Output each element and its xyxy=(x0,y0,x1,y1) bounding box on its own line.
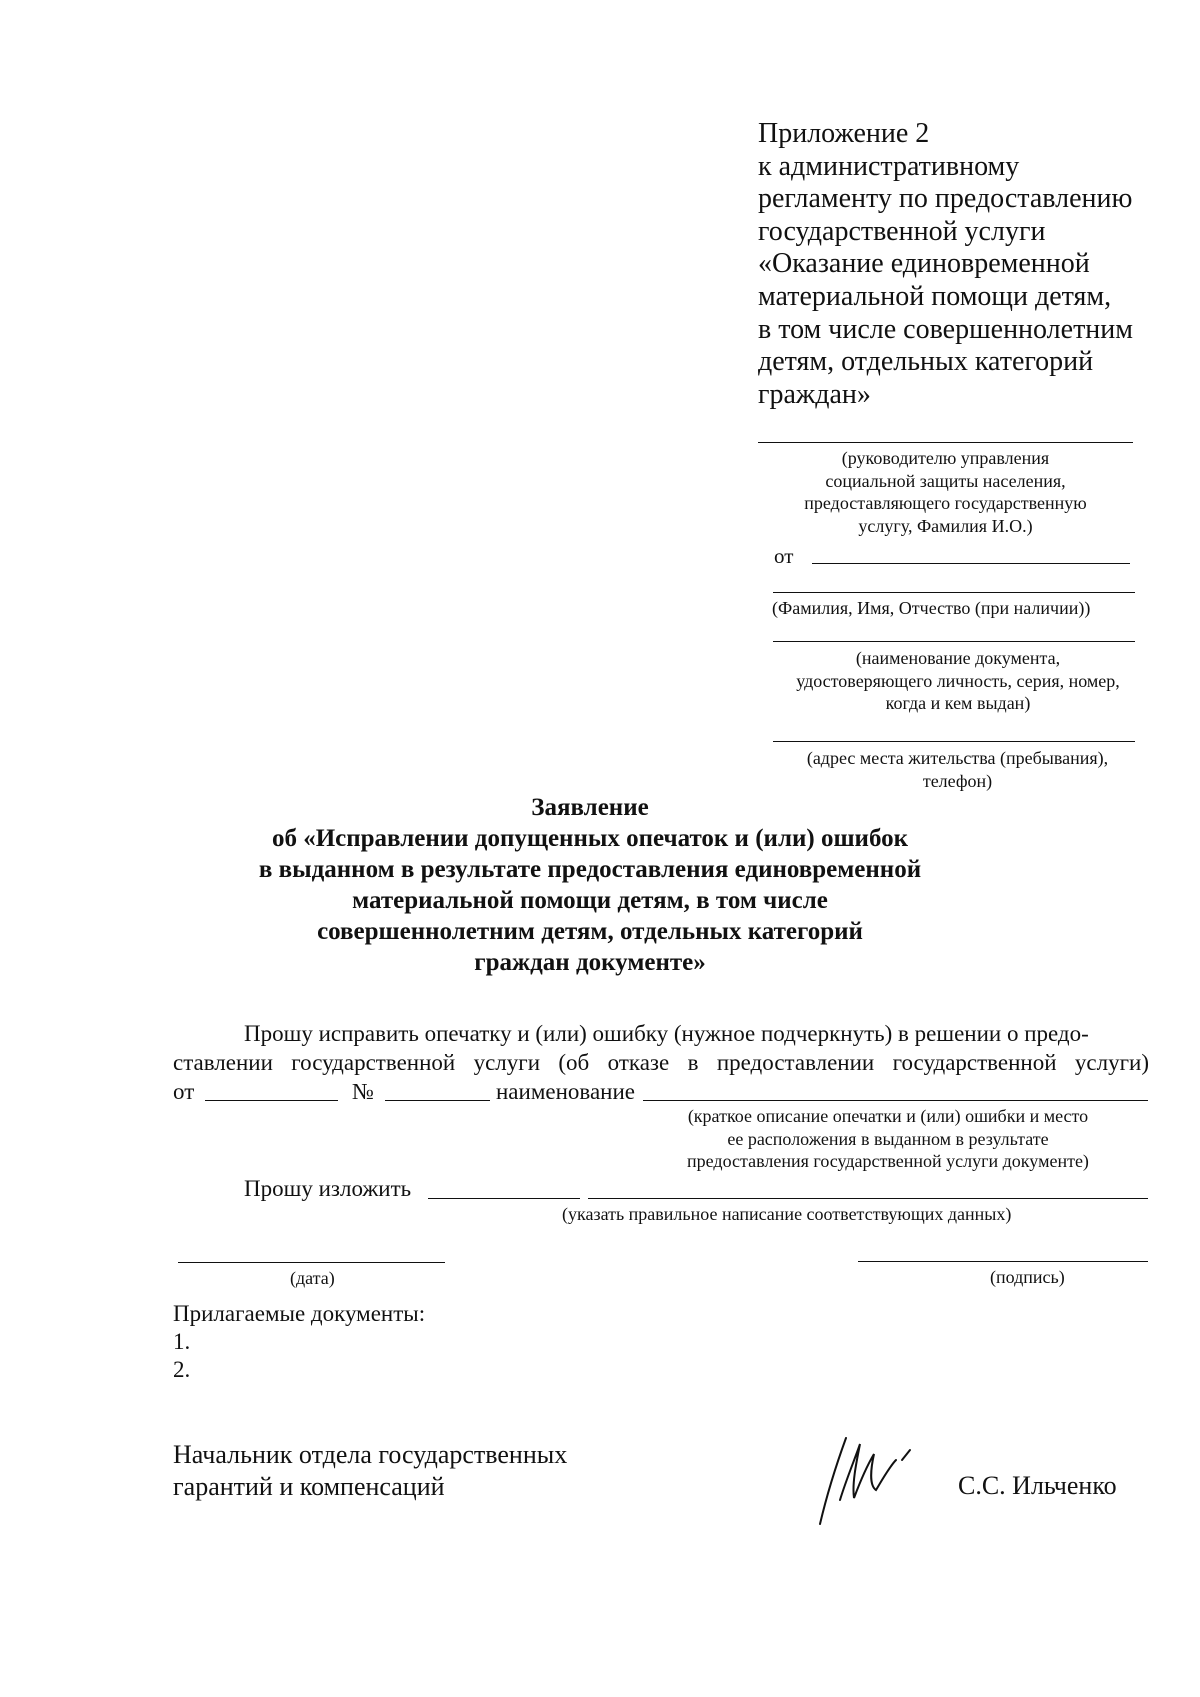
signer-position: Начальник отдела государственных гарантий и компенсаций xyxy=(173,1440,568,1501)
appendix-line: регламенту по предоставлению xyxy=(758,183,1133,215)
appendix-line: «Оказание единовременной xyxy=(758,248,1090,280)
title-line: об «Исправлении допущенных опечаток и (или) ошибок xyxy=(271,825,909,852)
appendix-line: Приложение 2 xyxy=(758,118,930,149)
error-caption: (краткое описание опечатки и (или) ошибки и место ее расположения в выданном в результате предоставления государственной услуги документе) xyxy=(687,1106,1089,1171)
handwritten-signature xyxy=(810,1420,930,1540)
document-title xyxy=(160,792,1020,978)
title-line: граждан документе» xyxy=(474,949,706,976)
appendix-line: в том числе совершеннолетним xyxy=(758,313,1133,345)
title-line: совершеннолетним детям, отдельных категорий xyxy=(317,918,863,945)
fio-caption: (Фамилия, Имя, Отчество (при наличии)) xyxy=(772,598,1091,618)
date-line xyxy=(178,1262,445,1263)
document-caption: (наименование документа, удостоверяющего личность, серия, номер, когда и кем выдан) xyxy=(796,648,1120,713)
decision-name-line xyxy=(643,1100,1148,1101)
appendix-header xyxy=(758,118,1133,411)
attachment-item: 1. xyxy=(173,1329,191,1354)
decision-date-line xyxy=(205,1100,338,1101)
decision-number-line xyxy=(385,1100,490,1101)
date-caption: (дата) xyxy=(290,1268,335,1288)
request-line-2: ставлении государственной услуги (об отказе в предоставлении государственной услуги) xyxy=(173,1050,1149,1075)
correct-data-caption: (указать правильное написание соответствующих данных) xyxy=(562,1204,1012,1224)
appendix-line: государственной услуги xyxy=(758,215,1046,247)
address-field-line xyxy=(773,741,1135,742)
state-label: Прошу изложить xyxy=(244,1176,412,1201)
attachments-heading: Прилагаемые документы: xyxy=(173,1301,426,1326)
appendix-line: материальной помощи детям, xyxy=(758,280,1112,312)
state-field-line-2 xyxy=(588,1198,1148,1199)
from-field-line-2 xyxy=(773,592,1135,593)
title-line: Заявление xyxy=(531,794,649,821)
appendix-line: граждан» xyxy=(758,378,871,410)
recipient-caption: (руководителю управления социальной защиты населения, предоставляющего государственную услугу, Фамилия И.О.) xyxy=(804,448,1087,536)
signer-name: С.С. Ильченко xyxy=(958,1471,1117,1500)
decision-name-label: наименование xyxy=(496,1079,635,1104)
state-field-line-1 xyxy=(428,1198,580,1199)
signature-line xyxy=(858,1261,1148,1262)
from-field-line xyxy=(812,563,1130,564)
appendix-line: детям, отдельных категорий xyxy=(758,346,1094,378)
address-caption: (адрес места жительства (пребывания), телефон) xyxy=(806,748,1109,791)
title-line: в выданном в результате предоставления единовременной xyxy=(258,856,922,883)
document-field-line xyxy=(773,641,1135,642)
request-line-1: Прошу исправить опечатку и (или) ошибку (нужное подчеркнуть) в решении о предо- xyxy=(244,1021,1089,1046)
appendix-line: к административному xyxy=(758,150,1020,182)
decision-number-label: № xyxy=(352,1079,374,1104)
from-label: от xyxy=(774,544,794,568)
title-line: материальной помощи детям, в том числе xyxy=(352,887,828,914)
recipient-field-line xyxy=(758,442,1133,443)
signature-caption: (подпись) xyxy=(990,1267,1065,1287)
decision-from-label: от xyxy=(173,1079,195,1104)
attachment-item: 2. xyxy=(173,1357,191,1382)
